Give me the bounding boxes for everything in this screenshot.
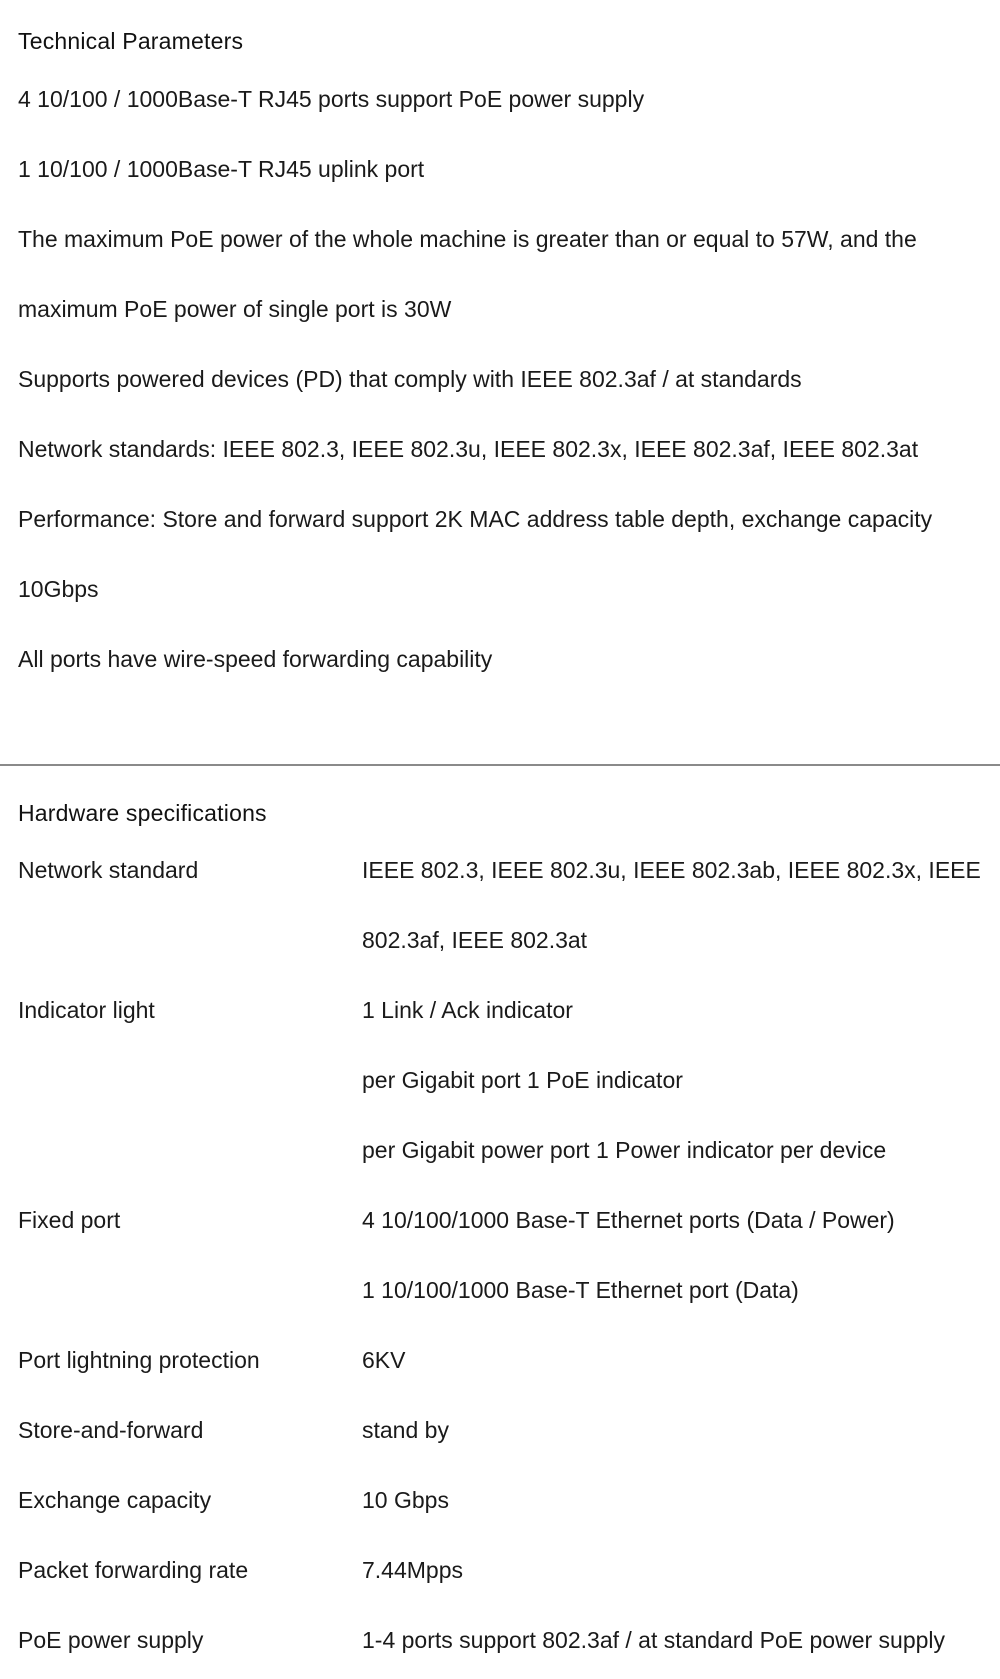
spec-label-store-and-forward: Store-and-forward xyxy=(18,1417,204,1443)
spec-value-data-port: 1 10/100/1000 Base-T Ethernet port (Data) xyxy=(362,1277,799,1303)
technical-line-wire-speed: All ports have wire-speed forwarding capability xyxy=(18,646,493,672)
technical-line-performance-cont: 10Gbps xyxy=(18,576,99,602)
spec-value-poe-indicator: per Gigabit port 1 PoE indicator xyxy=(362,1067,683,1093)
technical-line-poe-ports: 4 10/100 / 1000Base-T RJ45 ports support PoE power supply xyxy=(18,86,645,112)
spec-value-power-indicator: per Gigabit power port 1 Power indicator per device xyxy=(362,1137,887,1163)
spec-label-packet-forwarding-rate: Packet forwarding rate xyxy=(18,1557,249,1583)
spec-value-exchange-capacity: 10 Gbps xyxy=(362,1487,449,1513)
spec-value-link-ack-indicator: 1 Link / Ack indicator xyxy=(362,997,573,1023)
technical-line-network-standards: Network standards: IEEE 802.3, IEEE 802.3u, IEEE 802.3x, IEEE 802.3af, IEEE 802.3at xyxy=(18,436,919,462)
hardware-specifications-title: Hardware specifications xyxy=(18,800,267,826)
spec-value-poe-power-supply: 1-4 ports support 802.3af / at standard PoE power supply xyxy=(362,1627,946,1653)
spec-label-port-lightning-protection: Port lightning protection xyxy=(18,1347,260,1373)
section-divider xyxy=(0,764,1000,766)
technical-line-performance: Performance: Store and forward support 2K MAC address table depth, exchange capacity xyxy=(18,506,933,532)
spec-value-port-lightning-protection: 6KV xyxy=(362,1347,406,1373)
technical-line-max-poe-single-port: maximum PoE power of single port is 30W xyxy=(18,296,452,322)
spec-value-network-standard: IEEE 802.3, IEEE 802.3u, IEEE 802.3ab, IEEE 802.3x, IEEE xyxy=(362,857,981,883)
spec-label-indicator-light: Indicator light xyxy=(18,997,155,1023)
spec-value-store-and-forward: stand by xyxy=(362,1417,449,1443)
spec-label-fixed-port: Fixed port xyxy=(18,1207,121,1233)
spec-value-network-standard-cont: 802.3af, IEEE 802.3at xyxy=(362,927,588,953)
spec-label-network-standard: Network standard xyxy=(18,857,199,883)
spec-label-exchange-capacity: Exchange capacity xyxy=(18,1487,212,1513)
spec-label-poe-power-supply: PoE power supply xyxy=(18,1627,204,1653)
technical-line-pd-support: Supports powered devices (PD) that comply with IEEE 802.3af / at standards xyxy=(18,366,802,392)
technical-parameters-title: Technical Parameters xyxy=(18,28,244,54)
spec-value-data-power-ports: 4 10/100/1000 Base-T Ethernet ports (Data / Power) xyxy=(362,1207,895,1233)
technical-line-max-poe-power: The maximum PoE power of the whole machine is greater than or equal to 57W, and the xyxy=(18,226,917,252)
technical-line-uplink-port: 1 10/100 / 1000Base-T RJ45 uplink port xyxy=(18,156,425,182)
spec-value-packet-forwarding-rate: 7.44Mpps xyxy=(362,1557,464,1583)
